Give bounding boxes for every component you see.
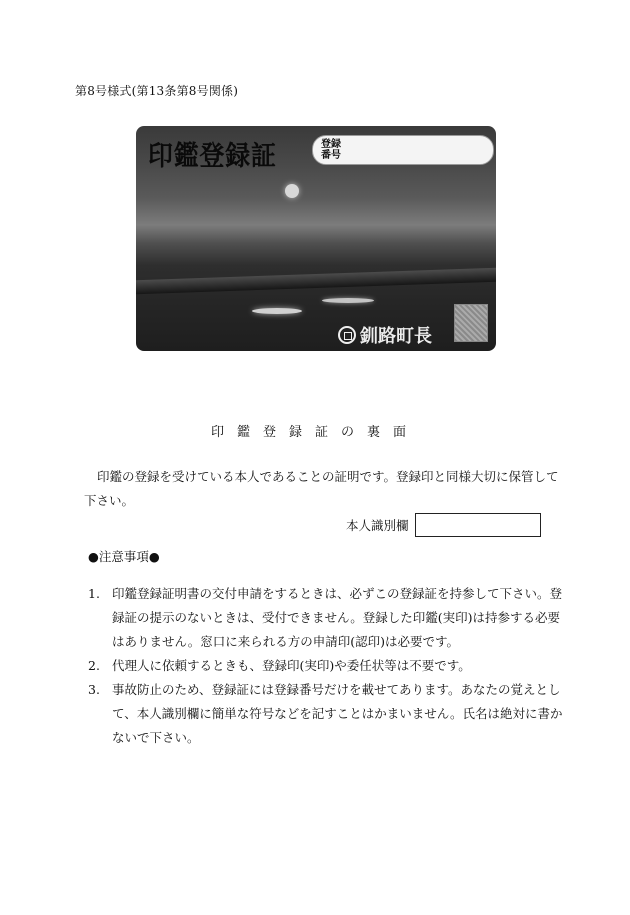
sun-decoration [285, 184, 299, 198]
note-item [84, 654, 570, 678]
notes-list [84, 582, 570, 750]
form-number: 第8号様式(第13条第8号関係) [75, 84, 239, 98]
shoreline-decoration [136, 268, 496, 295]
water-reflection [322, 298, 374, 303]
note-text: 事故防止のため、登録証には登録番号だけを載せてあります。あなたの覚えとして、本人識別欄に簡単な符号などを記すことはかまいません。氏名は絶対に書かないで下さい。 [112, 682, 563, 745]
notes-title: ●注意事項● [88, 549, 160, 564]
note-item [84, 582, 570, 654]
page-heading: 印鑑登録証の裏面 [210, 425, 419, 440]
registration-number-box [312, 135, 494, 165]
note-text: 印鑑登録証明書の交付申請をするときは、必ずこの登録証を持参して下さい。登録証の提示のないときは、受付できません。登録した印鑑(実印)は持参する必要はありません。窓口に来られる方の申請印(認印)は必要です。 [112, 586, 563, 649]
note-item [84, 678, 570, 750]
note-number: 1. [88, 586, 100, 601]
issuer-name: 釧路町長 [360, 326, 432, 347]
card-footer [338, 322, 432, 348]
id-field-box[interactable] [415, 513, 541, 537]
note-number: 2. [88, 658, 100, 673]
id-field-row [346, 513, 541, 537]
registration-number-label: 登録番号 [321, 139, 341, 161]
intro-paragraph: 印鑑の登録を受けている本人であることの証明です。登録印と同様大切に保管して下さい。 [84, 469, 559, 508]
seal-registration-card-image [136, 126, 496, 351]
note-text: 代理人に依頼するときも、登録印(実印)や委任状等は不要です。 [112, 658, 471, 673]
water-reflection [252, 308, 302, 314]
seal-stamp [454, 304, 488, 342]
note-number: 3. [88, 682, 100, 697]
town-emblem-icon [338, 326, 356, 344]
card-title: 印鑑登録証 [148, 141, 277, 172]
id-field-label: 本人識別欄 [346, 518, 409, 533]
